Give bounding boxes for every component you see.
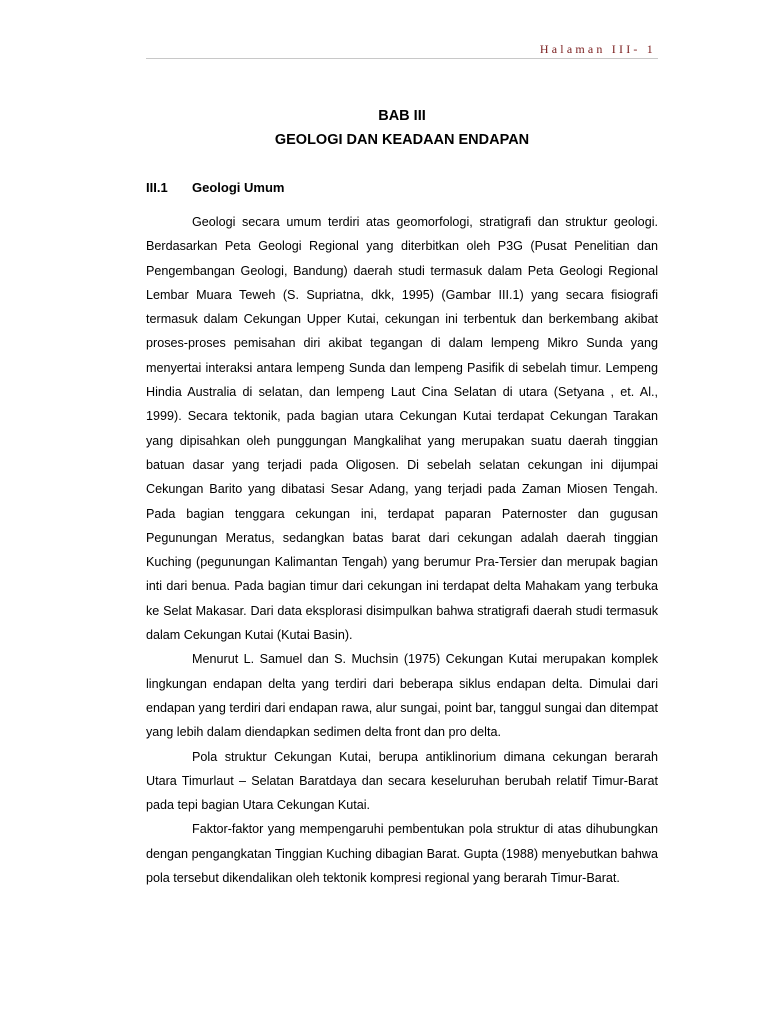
paragraph: Menurut L. Samuel dan S. Muchsin (1975) Cekungan Kutai merupakan komplek lingkungan endapan delta yang terdiri dari beberapa siklus endapan delta. Dimulai dari endapan yang terdiri dari endapan rawa, alur sungai, point bar, tanggul sungai dan ditempat yang lebih dalam diendapkan sedimen delta front dan pro delta. — [146, 652, 658, 740]
paragraph: Geologi secara umum terdiri atas geomorfologi, stratigrafi dan struktur geologi. Berdasarkan Peta Geologi Regional yang diterbitkan oleh P3G (Pusat Penelitian dan Pengembangan Geologi, Bandung) daerah studi termasuk dalam Peta Geologi Regional Lembar Muara Teweh (S. Supriatna, dkk, 1995) (Gambar III.1) yang secara fisiografi termasuk dalam Cekungan Upper Kutai, cekungan ini terbentuk dan berkembang akibat proses-proses pemisahan diri akibat tegangan di dalam lempeng Mikro Sunda yang menyertai interaksi antara lempeng Sunda dan lempeng Pasifik di sebelah timur. Lempeng Hindia Australia di selatan, dan lempeng Laut Cina Selatan di utara (Setyana , et. Al., 1999). Secara tektonik, pada bagian utara Cekungan Kutai terdapat Cekungan Tarakan yang dipisahkan oleh punggungan Mangkalihat yang merupakan suatu daerah tinggian batuan dasar yang terjadi pada Oligosen. Di sebelah selatan cekungan ini dijumpai Cekungan Barito yang dibatasi Sesar Adang, yang terjadi pada Zaman Miosen Tengah. Pada bagian tenggara cekungan ini, terdapat paparan Paternoster dan gugusan Pegunungan Meratus, sedangkan batas barat dari cekungan adalah daerah tinggian Kuching (pegunungan Kalimantan Tengah) yang berumur Pra-Tersier dan merupak bagian inti dari benua. Pada bagian timur dari cekungan ini terdapat delta Mahakam yang terbuka ke Selat Makasar. Dari data eksplorasi disimpulkan bahwa stratigrafi daerah studi termasuk dalam Cekungan Kutai (Kutai Basin). — [146, 215, 658, 643]
page-header-label: Halaman III- 1 — [539, 42, 656, 56]
paragraph: Faktor-faktor yang mempengaruhi pembentukan pola struktur di atas dihubungkan dengan pengangkatan Tinggian Kuching dibagian Barat. Gupta (1988) menyebutkan bahwa pola tersebut dikendalikan oleh tektonik kompresi regional yang berarah Timur-Barat. — [146, 822, 658, 886]
paragraph: Pola struktur Cekungan Kutai, berupa antiklinorium dimana cekungan berarah Utara Timurlaut – Selatan Baratdaya dan secara keseluruhan berubah relatif Timur-Barat pada tepi bagian Utara Cekungan Kutai. — [146, 749, 658, 813]
section-title: Geologi Umum — [192, 180, 285, 195]
section-number: III.1 — [146, 180, 168, 195]
section-heading — [146, 180, 284, 195]
chapter-number: BAB III — [378, 108, 426, 124]
header-divider — [146, 58, 658, 59]
chapter-title — [146, 104, 658, 152]
chapter-name: GEOLOGI DAN KEADAAN ENDAPAN — [274, 132, 530, 148]
body-text — [146, 210, 658, 890]
